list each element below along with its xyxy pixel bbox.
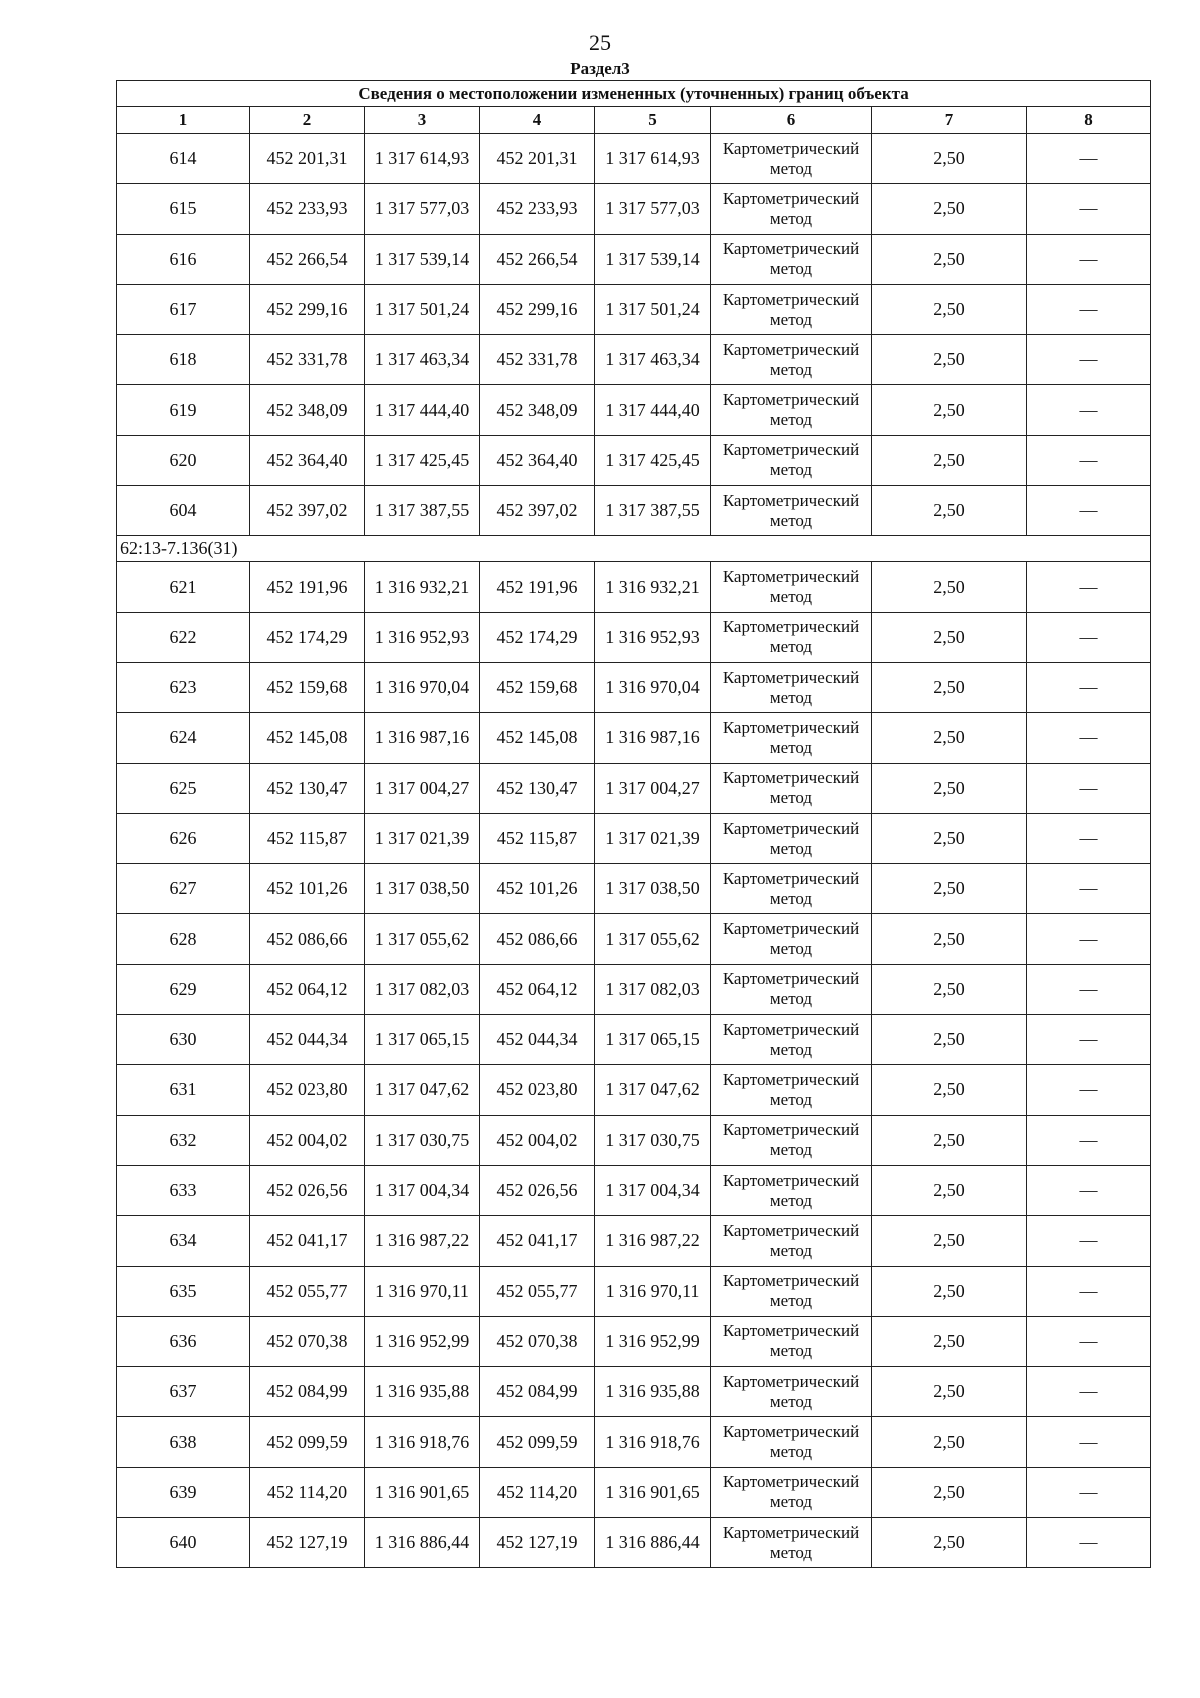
x-existing-cell: 452 041,17 [250,1216,365,1266]
note-cell: — [1027,234,1151,284]
precision-cell: 2,50 [872,1065,1027,1115]
y-new-cell: 1 317 387,55 [595,486,711,536]
x-existing-cell: 452 159,68 [250,662,365,712]
precision-cell: 2,50 [872,1417,1027,1467]
method-cell: Картометрический метод [711,1115,872,1165]
table-row [117,1417,1151,1467]
point-number-cell: 634 [117,1216,250,1266]
method-cell: Картометрический метод [711,662,872,712]
precision-cell: 2,50 [872,763,1027,813]
point-number-cell: 635 [117,1266,250,1316]
x-new-cell: 452 070,38 [480,1316,595,1366]
method-cell: Картометрический метод [711,1165,872,1215]
point-number-cell: 623 [117,662,250,712]
y-existing-cell: 1 317 444,40 [365,385,480,435]
y-new-cell: 1 317 501,24 [595,284,711,334]
note-cell: — [1027,335,1151,385]
method-cell: Картометрический метод [711,1316,872,1366]
method-cell: Картометрический метод [711,1518,872,1568]
x-new-cell: 452 084,99 [480,1367,595,1417]
x-new-cell: 452 145,08 [480,713,595,763]
precision-cell: 2,50 [872,813,1027,863]
page-number: 25 [589,30,611,55]
x-new-cell: 452 266,54 [480,234,595,284]
note-cell: — [1027,763,1151,813]
y-new-cell: 1 317 425,45 [595,435,711,485]
precision-cell: 2,50 [872,864,1027,914]
x-new-cell: 452 233,93 [480,184,595,234]
y-existing-cell: 1 316 935,88 [365,1367,480,1417]
point-number-cell: 630 [117,1015,250,1065]
x-existing-cell: 452 044,34 [250,1015,365,1065]
point-number-cell: 615 [117,184,250,234]
precision-cell: 2,50 [872,562,1027,612]
point-number-cell: 636 [117,1316,250,1366]
table-row [117,612,1151,662]
x-existing-cell: 452 348,09 [250,385,365,435]
table-row [117,1015,1151,1065]
y-existing-cell: 1 317 030,75 [365,1115,480,1165]
column-header-row [117,107,1151,134]
note-cell: — [1027,385,1151,435]
column-header: 1 [117,107,250,134]
precision-cell: 2,50 [872,713,1027,763]
y-new-cell: 1 316 970,04 [595,662,711,712]
precision-cell: 2,50 [872,1316,1027,1366]
note-cell: — [1027,1417,1151,1467]
y-existing-cell: 1 316 952,99 [365,1316,480,1366]
precision-cell: 2,50 [872,1467,1027,1517]
point-number-cell: 619 [117,385,250,435]
precision-cell: 2,50 [872,1165,1027,1215]
x-new-cell: 452 055,77 [480,1266,595,1316]
note-cell: — [1027,1216,1151,1266]
x-existing-cell: 452 099,59 [250,1417,365,1467]
precision-cell: 2,50 [872,612,1027,662]
table-row [117,1518,1151,1568]
y-new-cell: 1 316 932,21 [595,562,711,612]
method-cell: Картометрический метод [711,435,872,485]
x-new-cell: 452 348,09 [480,385,595,435]
point-number-cell: 633 [117,1165,250,1215]
x-existing-cell: 452 191,96 [250,562,365,612]
y-existing-cell: 1 317 021,39 [365,813,480,863]
table-row [117,1367,1151,1417]
point-number-cell: 616 [117,234,250,284]
y-existing-cell: 1 317 047,62 [365,1065,480,1115]
table-row [117,1216,1151,1266]
table-row [117,284,1151,334]
y-existing-cell: 1 317 004,34 [365,1165,480,1215]
precision-cell: 2,50 [872,1115,1027,1165]
point-number-cell: 624 [117,713,250,763]
method-cell: Картометрический метод [711,134,872,184]
note-cell: — [1027,1266,1151,1316]
table-row [117,813,1151,863]
point-number-cell: 614 [117,134,250,184]
y-new-cell: 1 316 987,16 [595,713,711,763]
column-header: 3 [365,107,480,134]
y-new-cell: 1 317 030,75 [595,1115,711,1165]
point-number-cell: 629 [117,964,250,1014]
table-row [117,1115,1151,1165]
method-cell: Картометрический метод [711,335,872,385]
table-row [117,662,1151,712]
note-cell: — [1027,1115,1151,1165]
method-cell: Картометрический метод [711,284,872,334]
y-existing-cell: 1 316 918,76 [365,1417,480,1467]
x-existing-cell: 452 127,19 [250,1518,365,1568]
x-new-cell: 452 299,16 [480,284,595,334]
precision-cell: 2,50 [872,486,1027,536]
x-new-cell: 452 026,56 [480,1165,595,1215]
note-cell: — [1027,1165,1151,1215]
x-new-cell: 452 004,02 [480,1115,595,1165]
y-new-cell: 1 317 055,62 [595,914,711,964]
coordinates-table [116,80,1151,1568]
x-existing-cell: 452 070,38 [250,1316,365,1366]
y-new-cell: 1 316 901,65 [595,1467,711,1517]
x-new-cell: 452 397,02 [480,486,595,536]
x-existing-cell: 452 023,80 [250,1065,365,1115]
method-cell: Картометрический метод [711,964,872,1014]
point-number-cell: 640 [117,1518,250,1568]
note-cell: — [1027,1367,1151,1417]
table-row [117,964,1151,1014]
method-cell: Картометрический метод [711,1266,872,1316]
x-new-cell: 452 099,59 [480,1417,595,1467]
x-existing-cell: 452 299,16 [250,284,365,334]
point-number-cell: 625 [117,763,250,813]
y-new-cell: 1 316 970,11 [595,1266,711,1316]
method-cell: Картометрический метод [711,562,872,612]
y-existing-cell: 1 317 614,93 [365,134,480,184]
method-cell: Картометрический метод [711,385,872,435]
precision-cell: 2,50 [872,184,1027,234]
precision-cell: 2,50 [872,1518,1027,1568]
table-row [117,335,1151,385]
x-existing-cell: 452 114,20 [250,1467,365,1517]
y-new-cell: 1 317 577,03 [595,184,711,234]
y-existing-cell: 1 317 387,55 [365,486,480,536]
y-existing-cell: 1 317 501,24 [365,284,480,334]
note-cell: — [1027,713,1151,763]
precision-cell: 2,50 [872,914,1027,964]
y-existing-cell: 1 316 901,65 [365,1467,480,1517]
x-existing-cell: 452 026,56 [250,1165,365,1215]
note-cell: — [1027,813,1151,863]
point-number-cell: 638 [117,1417,250,1467]
table-row [117,1266,1151,1316]
method-cell: Картометрический метод [711,713,872,763]
y-existing-cell: 1 316 970,04 [365,662,480,712]
x-existing-cell: 452 145,08 [250,713,365,763]
y-existing-cell: 1 316 932,21 [365,562,480,612]
point-number-cell: 618 [117,335,250,385]
point-number-cell: 620 [117,435,250,485]
y-existing-cell: 1 317 463,34 [365,335,480,385]
note-cell: — [1027,662,1151,712]
y-new-cell: 1 316 935,88 [595,1367,711,1417]
y-new-cell: 1 317 614,93 [595,134,711,184]
table-row [117,914,1151,964]
table-row [117,1165,1151,1215]
table-caption-row [117,81,1151,107]
table-row [117,234,1151,284]
x-existing-cell: 452 174,29 [250,612,365,662]
y-new-cell: 1 317 539,14 [595,234,711,284]
method-cell: Картометрический метод [711,1417,872,1467]
x-new-cell: 452 159,68 [480,662,595,712]
precision-cell: 2,50 [872,1367,1027,1417]
table-row [117,486,1151,536]
y-existing-cell: 1 317 038,50 [365,864,480,914]
x-new-cell: 452 101,26 [480,864,595,914]
method-cell: Картометрический метод [711,1015,872,1065]
note-cell: — [1027,964,1151,1014]
note-cell: — [1027,486,1151,536]
y-existing-cell: 1 316 952,93 [365,612,480,662]
method-cell: Картометрический метод [711,612,872,662]
note-cell: — [1027,1065,1151,1115]
y-existing-cell: 1 317 425,45 [365,435,480,485]
y-new-cell: 1 317 004,27 [595,763,711,813]
note-cell: — [1027,1316,1151,1366]
precision-cell: 2,50 [872,385,1027,435]
point-number-cell: 617 [117,284,250,334]
y-new-cell: 1 316 952,93 [595,612,711,662]
point-number-cell: 632 [117,1115,250,1165]
note-cell: — [1027,914,1151,964]
precision-cell: 2,50 [872,435,1027,485]
x-new-cell: 452 130,47 [480,763,595,813]
method-cell: Картометрический метод [711,1367,872,1417]
y-existing-cell: 1 316 987,22 [365,1216,480,1266]
precision-cell: 2,50 [872,1216,1027,1266]
point-number-cell: 627 [117,864,250,914]
note-cell: — [1027,435,1151,485]
column-header: 7 [872,107,1027,134]
note-cell: — [1027,184,1151,234]
point-number-cell: 639 [117,1467,250,1517]
x-existing-cell: 452 266,54 [250,234,365,284]
y-new-cell: 1 317 038,50 [595,864,711,914]
x-new-cell: 452 044,34 [480,1015,595,1065]
point-number-cell: 626 [117,813,250,863]
table-row [117,134,1151,184]
x-existing-cell: 452 086,66 [250,914,365,964]
method-cell: Картометрический метод [711,486,872,536]
note-cell: — [1027,612,1151,662]
precision-cell: 2,50 [872,662,1027,712]
precision-cell: 2,50 [872,964,1027,1014]
precision-cell: 2,50 [872,134,1027,184]
y-existing-cell: 1 317 082,03 [365,964,480,1014]
x-existing-cell: 452 331,78 [250,335,365,385]
x-existing-cell: 452 364,40 [250,435,365,485]
method-cell: Картометрический метод [711,184,872,234]
note-cell: — [1027,1518,1151,1568]
note-cell: — [1027,864,1151,914]
point-number-cell: 628 [117,914,250,964]
method-cell: Картометрический метод [711,1065,872,1115]
x-existing-cell: 452 201,31 [250,134,365,184]
x-new-cell: 452 041,17 [480,1216,595,1266]
x-new-cell: 452 086,66 [480,914,595,964]
column-header: 4 [480,107,595,134]
y-existing-cell: 1 317 539,14 [365,234,480,284]
x-new-cell: 452 191,96 [480,562,595,612]
note-cell: — [1027,284,1151,334]
method-cell: Картометрический метод [711,813,872,863]
note-cell: — [1027,562,1151,612]
y-new-cell: 1 316 987,22 [595,1216,711,1266]
x-existing-cell: 452 064,12 [250,964,365,1014]
table-caption: Сведения о местоположении измененных (уточненных) границ объекта [117,81,1151,107]
x-existing-cell: 452 397,02 [250,486,365,536]
column-header: 5 [595,107,711,134]
y-new-cell: 1 317 065,15 [595,1015,711,1065]
precision-cell: 2,50 [872,234,1027,284]
method-cell: Картометрический метод [711,763,872,813]
x-existing-cell: 452 130,47 [250,763,365,813]
table-row [117,184,1151,234]
x-existing-cell: 452 101,26 [250,864,365,914]
y-new-cell: 1 316 886,44 [595,1518,711,1568]
note-cell: — [1027,1467,1151,1517]
x-new-cell: 452 201,31 [480,134,595,184]
x-existing-cell: 452 055,77 [250,1266,365,1316]
x-new-cell: 452 114,20 [480,1467,595,1517]
point-number-cell: 622 [117,612,250,662]
method-cell: Картометрический метод [711,864,872,914]
method-cell: Картометрический метод [711,234,872,284]
note-cell: — [1027,1015,1151,1065]
point-number-cell: 631 [117,1065,250,1115]
x-new-cell: 452 127,19 [480,1518,595,1568]
group-header-row [117,536,1151,562]
y-existing-cell: 1 316 970,11 [365,1266,480,1316]
y-new-cell: 1 317 082,03 [595,964,711,1014]
table-row [117,385,1151,435]
y-existing-cell: 1 317 004,27 [365,763,480,813]
table-row [117,763,1151,813]
precision-cell: 2,50 [872,1266,1027,1316]
precision-cell: 2,50 [872,335,1027,385]
y-new-cell: 1 317 444,40 [595,385,711,435]
point-number-cell: 604 [117,486,250,536]
x-existing-cell: 452 004,02 [250,1115,365,1165]
y-new-cell: 1 317 021,39 [595,813,711,863]
precision-cell: 2,50 [872,1015,1027,1065]
x-existing-cell: 452 084,99 [250,1367,365,1417]
y-existing-cell: 1 317 055,62 [365,914,480,964]
note-cell: — [1027,134,1151,184]
x-new-cell: 452 331,78 [480,335,595,385]
method-cell: Картометрический метод [711,1467,872,1517]
y-existing-cell: 1 317 065,15 [365,1015,480,1065]
y-new-cell: 1 317 004,34 [595,1165,711,1215]
method-cell: Картометрический метод [711,1216,872,1266]
method-cell: Картометрический метод [711,914,872,964]
table-row [117,1065,1151,1115]
table-row [117,864,1151,914]
table-row [117,1467,1151,1517]
column-header: 8 [1027,107,1151,134]
y-existing-cell: 1 317 577,03 [365,184,480,234]
column-header: 6 [711,107,872,134]
y-new-cell: 1 316 952,99 [595,1316,711,1366]
y-new-cell: 1 316 918,76 [595,1417,711,1467]
y-new-cell: 1 317 463,34 [595,335,711,385]
y-existing-cell: 1 316 886,44 [365,1518,480,1568]
x-new-cell: 452 174,29 [480,612,595,662]
table-row [117,562,1151,612]
table-row [117,713,1151,763]
section-title: Раздел3 [570,59,630,78]
point-number-cell: 637 [117,1367,250,1417]
x-new-cell: 452 364,40 [480,435,595,485]
point-number-cell: 621 [117,562,250,612]
x-new-cell: 452 023,80 [480,1065,595,1115]
table-row [117,435,1151,485]
x-existing-cell: 452 233,93 [250,184,365,234]
y-existing-cell: 1 316 987,16 [365,713,480,763]
group-label: 62:13-7.136(31) [117,536,1151,562]
x-existing-cell: 452 115,87 [250,813,365,863]
x-new-cell: 452 115,87 [480,813,595,863]
table-row [117,1316,1151,1366]
x-new-cell: 452 064,12 [480,964,595,1014]
column-header: 2 [250,107,365,134]
y-new-cell: 1 317 047,62 [595,1065,711,1115]
precision-cell: 2,50 [872,284,1027,334]
